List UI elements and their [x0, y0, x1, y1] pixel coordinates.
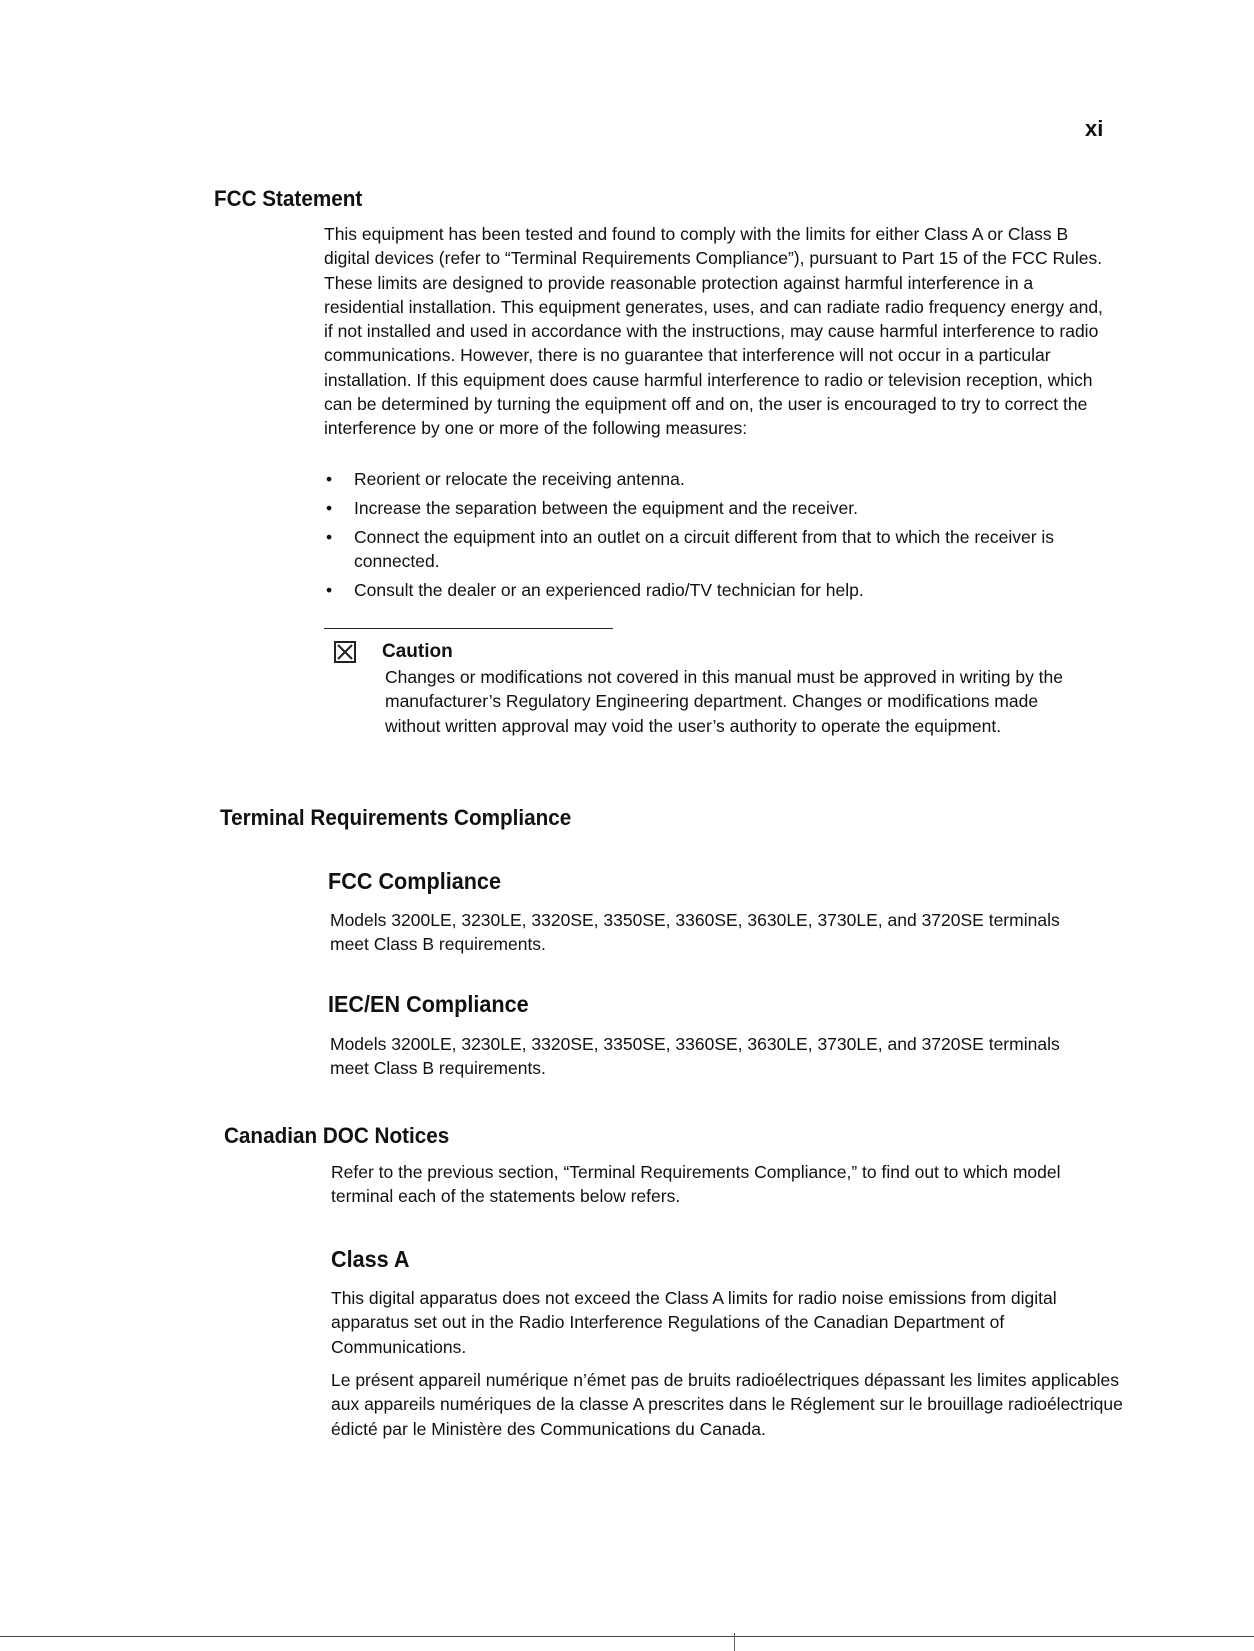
- list-item-text: Connect the equipment into an outlet on a circuit different from that to which the receiver is connected.: [354, 527, 1055, 571]
- fcc-statement-heading: FCC Statement: [214, 186, 363, 211]
- caution-title: Caution: [382, 641, 453, 662]
- caution-box-icon: [334, 641, 356, 663]
- list-item: [324, 578, 1064, 602]
- list-item: [324, 467, 1064, 491]
- iec-en-compliance-heading: IEC/EN Compliance: [328, 991, 529, 1017]
- footer-rule: [0, 1636, 1254, 1637]
- fcc-statement-body: This equipment has been tested and found to comply with the limits for either Class A or Class B digital devices (refer to “Terminal Requirements Compliance”), pursuant to Part 15 of the FCC Rules. These limits are designed to provide reasonable protection against harmful interference in a residential installation. This equipment generates, uses, and can radiate radio frequency energy and, if not installed and used in accordance with the instructions, may cause harmful interference to radio communications. However, there is no guarantee that interference will not occur in a particular installation. If this equipment does cause harmful interference to radio or television reception, which can be determined by turning the equipment off and on, the user is encouraged to try to correct the interference by one or more of the following measures:: [324, 224, 1103, 439]
- iec-en-compliance-body: Models 3200LE, 3230LE, 3320SE, 3350SE, 3360SE, 3630LE, 3730LE, and 3720SE terminals meet Class B requirements.: [330, 1034, 1060, 1079]
- bullet-icon: •: [326, 469, 333, 489]
- canadian-doc-intro: Refer to the previous section, “Terminal Requirements Compliance,” to find out to which model terminal each of the statements below refers.: [331, 1162, 1061, 1207]
- caution-body: Changes or modifications not covered in this manual must be approved in writing by the manufacturer’s Regulatory Engineering department. Changes or modifications made without written approval may void the user’s authority to operate the equipment.: [385, 667, 1064, 736]
- crop-mark: [734, 1633, 735, 1651]
- fcc-measures-list: [324, 467, 1064, 607]
- caution-divider: [324, 628, 613, 629]
- class-a-english: This digital apparatus does not exceed the Class A limits for radio noise emissions from digital apparatus set out in the Radio Interference Regulations of the Canadian Department of Communications.: [331, 1288, 1057, 1357]
- canadian-doc-heading: Canadian DOC Notices: [224, 1123, 450, 1148]
- list-item: [324, 525, 1064, 573]
- list-item-text: Reorient or relocate the receiving antenna.: [354, 469, 685, 489]
- bullet-icon: •: [326, 498, 333, 518]
- fcc-compliance-heading: FCC Compliance: [328, 868, 501, 894]
- list-item-text: Increase the separation between the equipment and the receiver.: [354, 498, 858, 518]
- class-a-heading: Class A: [331, 1246, 410, 1272]
- terminal-requirements-heading: Terminal Requirements Compliance: [220, 805, 572, 830]
- page-number: xi: [1085, 116, 1104, 141]
- list-item-text: Consult the dealer or an experienced radio/TV technician for help.: [354, 580, 864, 600]
- bullet-icon: •: [326, 580, 333, 600]
- class-a-french: Le présent appareil numérique n’émet pas de bruits radioélectriques dépassant les limites applicables aux appareils numériques de la classe A prescrites dans le Réglement sur le brouillage radioélectrique édicté par le Ministère des Communications du Canada.: [331, 1370, 1123, 1439]
- bullet-icon: •: [326, 527, 333, 547]
- fcc-compliance-body: Models 3200LE, 3230LE, 3320SE, 3350SE, 3360SE, 3630LE, 3730LE, and 3720SE terminals meet Class B requirements.: [330, 910, 1060, 955]
- list-item: [324, 496, 1064, 520]
